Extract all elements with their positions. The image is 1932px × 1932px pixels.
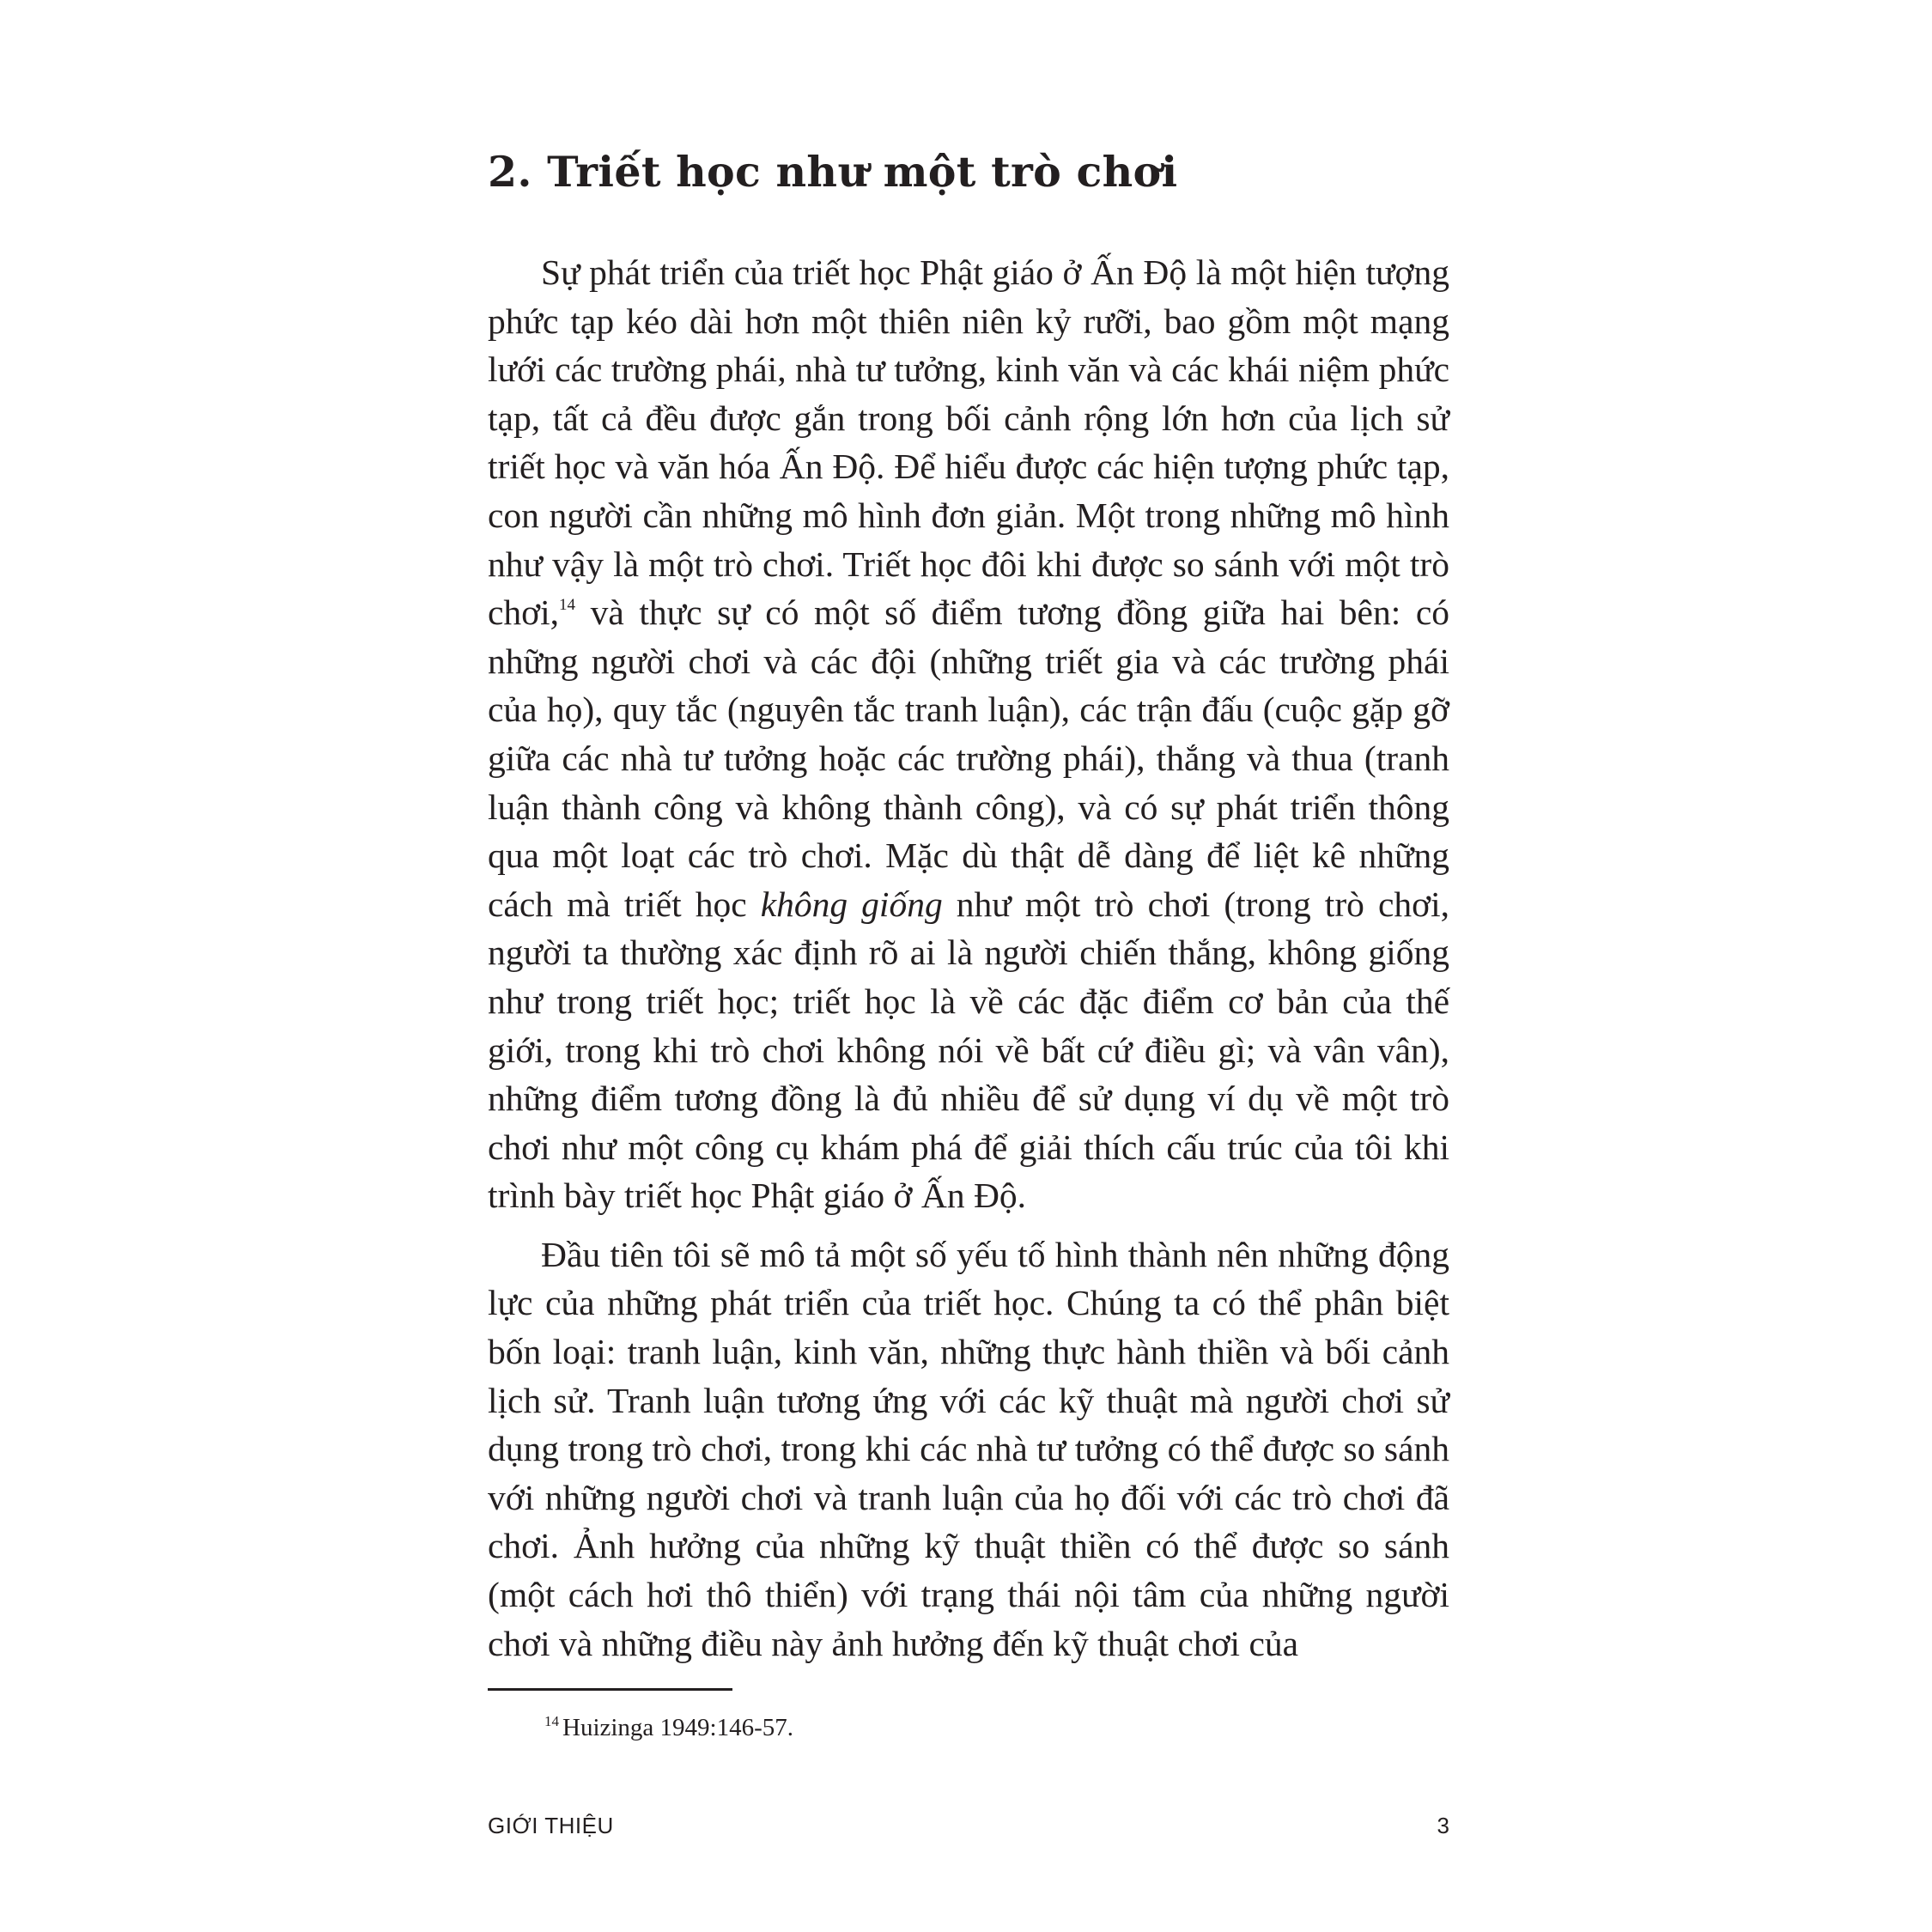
page-number: 3 xyxy=(1437,1813,1449,1838)
footnote-number: 14 xyxy=(544,1713,559,1729)
footnote-divider xyxy=(488,1688,732,1691)
paragraph-1-text-b: và thực sự có một số điểm tương đồng giữa hai bên: có những người chơi và các đội (những triết gia và các trường phái của họ), quy tắc (nguyên tắc tranh luận), các trận đấu (cuộc gặp gỡ giữa các nhà tư tưởng hoặc các trường phái), thắng và thua (tranh luận thành công và không thành công), và có sự phát triển thông qua một loạt các trò chơi. Mặc dù thật dễ dàng để liệt kê những cách mà triết học xyxy=(488,592,1449,924)
paragraph-1-text-a: Sự phát triển của triết học Phật giáo ở Ấn Độ là một hiện tượng phức tạp kéo dài hơn một thiên niên kỷ rưỡi, bao gồm một mạng lưới các trường phái, nhà tư tưởng, kinh văn và các khái niệm phức tạp, tất cả đều được gắn trong bối cảnh rộng lớn hơn của lịch sử triết học và văn hóa Ấn Độ. Để hiểu được các hiện tượng phức tạp, con người cần những mô hình đơn giản. Một trong những mô hình như vậy là một trò chơi. Triết học đôi khi được so sánh với một trò chơi, xyxy=(488,252,1449,633)
footnote-text: Huizinga 1949:146-57. xyxy=(562,1714,794,1741)
footnote xyxy=(544,1710,793,1745)
paragraph-2: Đầu tiên tôi sẽ mô tả một số yếu tố hình thành nên những động lực của những phát triển của triết học. Chúng ta có thể phân biệt bốn loại: tranh luận, kinh văn, những thực hành thiền và bối cảnh lịch sử. Tranh luận tương ứng với các kỹ thuật mà người chơi sử dụng trong trò chơi, trong khi các nhà tư tưởng có thể được so sánh với những người chơi và tranh luận của họ đối với các trò chơi đã chơi. Ảnh hưởng của những kỹ thuật thiền có thể được so sánh (một cách hơi thô thiển) với trạng thái nội tâm của những người chơi và những điều này ảnh hưởng đến kỹ thuật chơi của xyxy=(488,1234,1449,1663)
emphasis-text: không giống xyxy=(760,884,943,924)
body-text xyxy=(488,248,1449,1668)
paragraph-1 xyxy=(488,248,1449,1220)
running-footer-title: GIỚI THIỆU xyxy=(488,1813,614,1838)
footnote-reference: 14 xyxy=(559,596,576,615)
section-heading: 2. Triết học như một trò chơi xyxy=(488,147,1178,197)
paragraph-1-text-c: như một trò chơi (trong trò chơi, người ta thường xác định rõ ai là người chiến thắng, không giống như trong triết học; triết học là về các đặc điểm cơ bản của thế giới, trong khi trò chơi không nói về bất cứ điều gì; và vân vân), những điểm tương đồng là đủ nhiều để sử dụng ví dụ về một trò chơi như một công cụ khám phá để giải thích cấu trúc của tôi khi trình bày triết học Phật giáo ở Ấn Độ. xyxy=(488,884,1449,1216)
